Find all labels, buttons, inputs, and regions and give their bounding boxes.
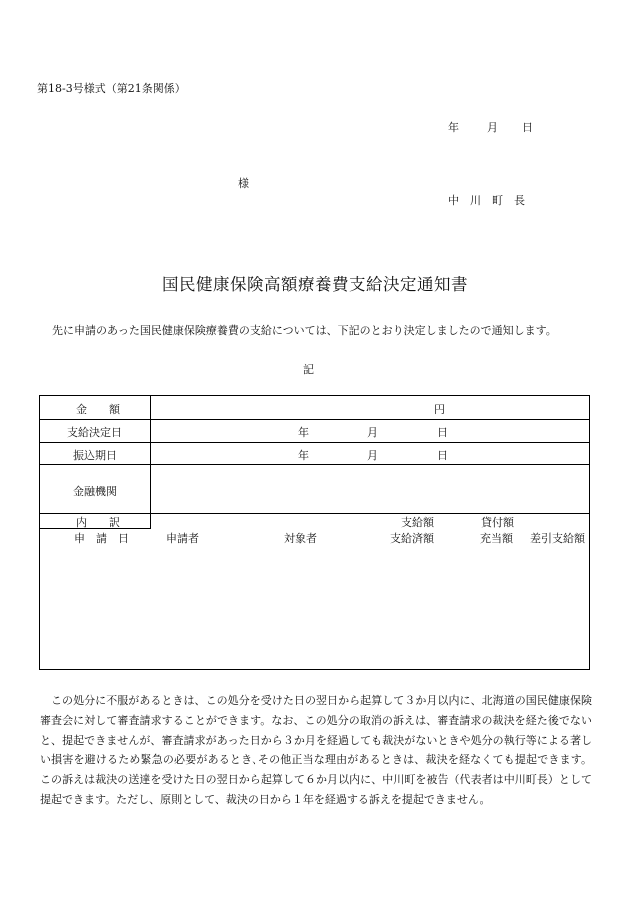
row-divider [40, 464, 589, 465]
transfer-date-label: 振込期日 [73, 449, 117, 462]
breakdown-label: 内 訳 [76, 516, 120, 529]
form-number: 第18-3号様式（第21条関係） [37, 82, 186, 95]
amount-yen: 円 [434, 403, 445, 416]
issue-date-year: 年 [448, 121, 459, 134]
col-paid-amount: 支給済額 [390, 532, 434, 545]
col-applied-amount: 充当額 [480, 532, 513, 545]
document-title: 国民健康保険高額療養費支給決定通知書 [162, 275, 468, 294]
transfer-date-month: 月 [367, 449, 378, 462]
transfer-date-day: 日 [437, 449, 448, 462]
decision-date-year: 年 [298, 426, 309, 439]
transfer-date-year: 年 [298, 449, 309, 462]
col-application-date: 申 請 日 [74, 532, 129, 545]
bank-label: 金融機関 [73, 485, 117, 498]
decision-date-month: 月 [367, 426, 378, 439]
issuer: 中川町長 [448, 194, 536, 207]
col-applicant: 申請者 [166, 532, 199, 545]
appeal-notice-text: この処分に不服があるときは、この処分を受けた日の翌日から起算して３か月以内に、北海道の国民健康保険審査会に対して審査請求することができます。なお、この処分の取消の訴えは、審査請求の裁決を経た後でないと、提起できませんが、審査請求があった日から３か月を経過しても裁決がないときや処分の執行等による著しい損害を避けるため緊急の必要があるとき､その他正当な理由があるときは、裁決を経なくても提起できます。この訴えは裁決の送達を受けた日の翌日から起算して６か月以内に、中川町を被告（代表者は中川町長）として提起できます。ただし、原則として、裁決の日から１年を経過する訴えを提起できません。 [40, 694, 592, 806]
column-divider [150, 396, 151, 528]
intro-text: 先に申請のあった国民健康保険療養費の支給については、下記のとおり決定しましたので通知します。 [52, 324, 557, 337]
decision-date-label: 支給決定日 [67, 426, 122, 439]
col-payment-amount: 支給額 [401, 516, 434, 529]
col-net-payment: 差引支給額 [530, 532, 585, 545]
addressee-suffix: 様 [238, 177, 249, 190]
decision-table [39, 395, 590, 670]
issue-date-month: 月 [487, 121, 498, 134]
ki-marker: 記 [303, 363, 314, 376]
row-divider [40, 419, 589, 420]
appeal-notice [40, 691, 592, 810]
col-loan-amount: 貸付額 [481, 516, 514, 529]
amount-label: 金 額 [76, 403, 120, 416]
row-divider [40, 442, 589, 443]
decision-date-day: 日 [437, 426, 448, 439]
issue-date-day: 日 [522, 121, 533, 134]
col-subject: 対象者 [284, 532, 317, 545]
